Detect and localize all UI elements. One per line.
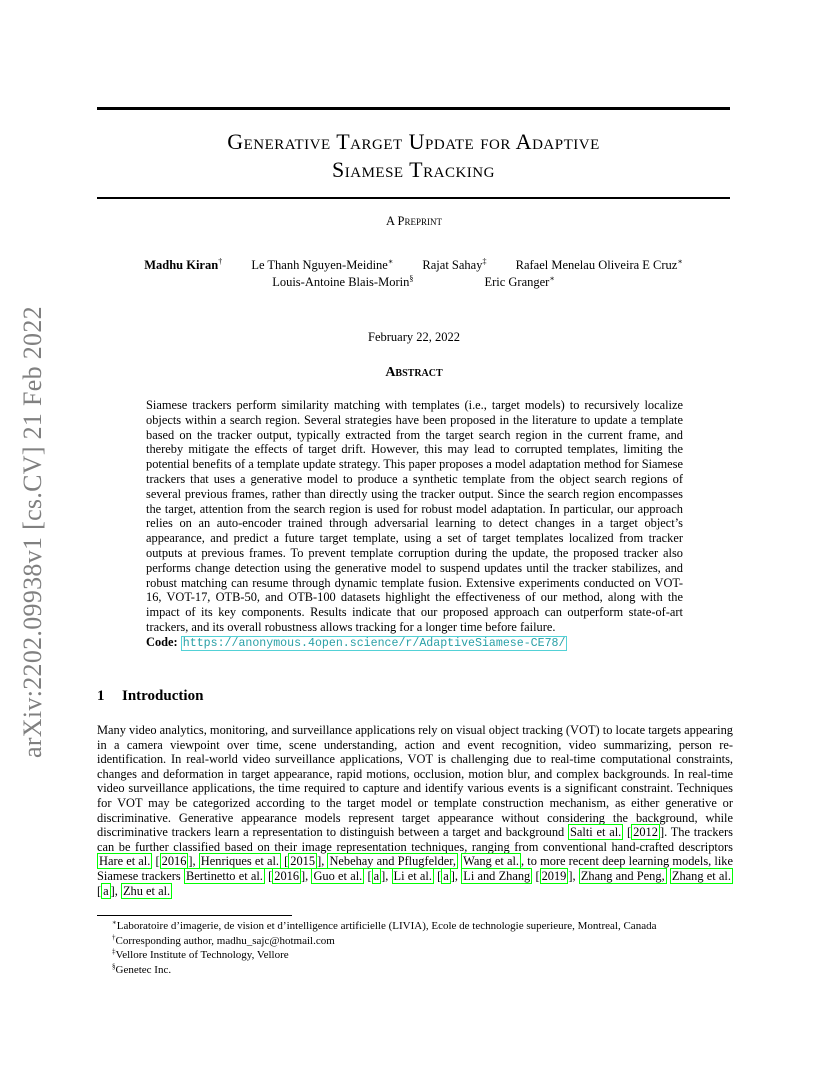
title-top-rule bbox=[97, 107, 730, 110]
title-line-1: Generative Target Update for Adaptive bbox=[227, 129, 600, 154]
footnotes bbox=[112, 919, 656, 977]
authors-row-1 bbox=[97, 258, 730, 273]
citation-link[interactable]: Henriques et al. bbox=[200, 854, 279, 869]
title-bottom-rule bbox=[97, 197, 730, 199]
citation-link[interactable]: a bbox=[443, 868, 449, 883]
citation-link[interactable]: Zhang and Peng, bbox=[580, 868, 665, 883]
citation-link[interactable]: Guo et al. bbox=[313, 868, 363, 883]
footnote: §Genetec Inc. bbox=[112, 961, 172, 976]
section-heading bbox=[97, 688, 203, 705]
abstract-body bbox=[146, 398, 683, 652]
footnote: †Corresponding author, madhu_sajc@hotmail.com bbox=[112, 932, 335, 947]
citation-link[interactable]: Wang et al. bbox=[463, 854, 520, 869]
author: Rafael Menelau Oliveira E Cruz∗ bbox=[515, 256, 683, 272]
arxiv-stamp: arXiv:2202.09938v1 [cs.CV] 21 Feb 2022 bbox=[18, 306, 47, 758]
code-link[interactable]: https://anonymous.4open.science/r/AdaptiveSiamese-CE78/ bbox=[182, 636, 566, 650]
citation-link[interactable]: Li and Zhang bbox=[463, 868, 531, 883]
paper-title bbox=[97, 128, 730, 184]
section-number: 1 bbox=[97, 688, 105, 704]
citation-link[interactable]: Bertinetto et al. bbox=[185, 868, 263, 883]
abstract-heading: Abstract bbox=[385, 365, 443, 380]
author: Louis-Antoine Blais-Morin§ bbox=[272, 273, 414, 289]
citation-link[interactable]: a bbox=[103, 883, 109, 898]
citation-link[interactable]: 2016 bbox=[161, 854, 187, 869]
author: Rajat Sahay‡ bbox=[422, 256, 487, 272]
footnote: ∗Laboratoire d’imagerie, de vision et d’intelligence artificielle (LIVIA), Ecole de technologie superieure, Montreal, Canada bbox=[112, 918, 657, 932]
section-title: Introduction bbox=[122, 688, 204, 704]
citation-link[interactable]: Salti et al. bbox=[570, 825, 622, 840]
abstract-text: Siamese trackers perform similarity matching with templates (i.e., target models) to recursively localize objects within a search region. Several strategies have been proposed in the literature to update a template based on the tracker output, typically extracted from the target search region in the current frame, and thereby mitigate the effects of target drift. However, this may lead to corrupted templates, limiting the potential benefits of a template update strategy. This paper proposes a model adaptation method for Siamese trackers that uses a generative model to produce a synthetic template from the object search regions of several previous frames, rather than directly using the tracker output. Since the search region encompasses the target, attention from the search region is used for robust model adaptation. In particular, our approach relies on an auto-encoder trained through adversarial learning to detect changes in a target object’s appearance, and predict a future target template, using a set of target templates localized from tracker outputs at previous frames. To prevent template corruption during the update, the proposed tracker also performs change detection using the generative model to suspend updates until the tracker stabilizes, and robust matching can resume through dynamic template fusion. Extensive experiments conducted on VOT-16, VOT-17, OTB-50, and OTB-100 datasets highlight the effectiveness of our method, along with the impact of its key components. Results indicate that our proposed approach can outperform state-of-art trackers, and its overall robustness allows tracking for a longer time before failure. bbox=[146, 398, 683, 634]
author: Madhu Kiran† bbox=[144, 256, 223, 272]
citation-link[interactable]: Nebehay and Pflugfelder, bbox=[329, 854, 456, 869]
footnote-rule bbox=[97, 915, 292, 916]
citation-link[interactable]: Li et al. bbox=[393, 868, 432, 883]
introduction-text: Many video analytics, monitoring, and surveillance applications rely on visual object tracking (VOT) to locate targets appearing in a camera viewpoint over time, scene understanding, action and event recognition, video summarizing, person re-identification. In real-world video surveillance applications, VOT is challenging due to real-time computational constraints, changes and deformation in target appearance, rapid motions, occlusion, motion blur, and complex backgrounds. In real-time video surveillance applications, the time required to capture and identify various events is a significant constraint. Techniques for VOT may be categorized according to the target model or template construction mechanism, as either generative or discriminative. Generative appearance models represent target appearance without considering the background, while discriminative trackers learn a representation to distinguish between a target and background Salti et al. [ 2012 ]. The trackers can be further classified based on their image representation techniques, ranging from conventional hand-crafted descriptors Hare et al. [ 2016 ], Henriques et al. [ 2015 ], Nebehay and Pflugfelder, Wang et al. , to more recent deep learning models, like Siamese trackers Bertinetto et al. [ 2016 ], Guo et al. [ a ], Li et al. [ a ], Li and Zhang [ 2019 ], Zhang and Peng, Zhang et al. [ a ], Zhu et al. bbox=[97, 723, 733, 898]
citation-link[interactable]: 2016 bbox=[274, 868, 300, 883]
citation-link[interactable]: 2015 bbox=[290, 854, 316, 869]
citation-link[interactable]: 2012 bbox=[633, 825, 658, 840]
authors-row-2 bbox=[97, 275, 730, 290]
citation-link[interactable]: a bbox=[373, 868, 380, 883]
citation-link[interactable]: Hare et al. bbox=[99, 854, 151, 869]
code-label: Code: bbox=[146, 634, 178, 649]
citation-link[interactable]: 2019 bbox=[541, 868, 567, 883]
author: Le Thanh Nguyen-Meidine∗ bbox=[251, 256, 394, 272]
citation-link[interactable]: Zhu et al. bbox=[122, 883, 171, 898]
footnote: ‡Vellore Institute of Technology, Vellore bbox=[112, 947, 289, 961]
publication-date: February 22, 2022 bbox=[368, 330, 460, 344]
citation-link[interactable]: Zhang et al. bbox=[671, 868, 731, 883]
title-line-2: Siamese Tracking bbox=[332, 157, 495, 182]
author: Eric Granger∗ bbox=[484, 273, 555, 289]
preprint-label: A Preprint bbox=[386, 214, 442, 228]
code-line bbox=[146, 635, 683, 652]
